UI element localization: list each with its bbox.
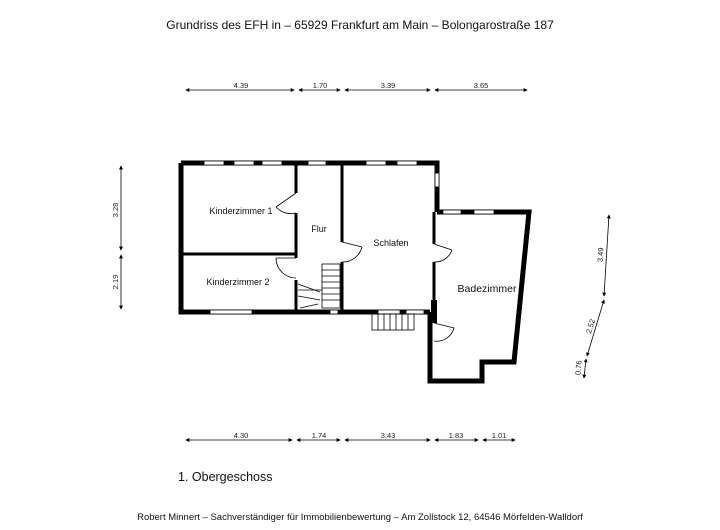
plan-title: Grundriss des EFH in – 65929 Frankfurt am Main – Bolongarostraße 187: [166, 18, 554, 32]
dim-right-3: 0.76: [573, 360, 584, 376]
dim-top-3: 3.39: [380, 81, 396, 90]
walls: [181, 163, 529, 381]
dim-bottom-3: 3.43: [380, 431, 396, 440]
dim-bottom-2: 1.74: [311, 431, 327, 440]
dim-bottom-1: 4.30: [233, 431, 249, 440]
exterior-steps: [372, 314, 414, 330]
dim-right-1: 3.49: [595, 247, 606, 263]
dim-left-2: 2.19: [111, 274, 120, 290]
dim-top-1: 4.39: [233, 81, 249, 90]
room-label-schlafen: Schlafen: [373, 238, 409, 248]
floor-label: 1. Obergeschoss: [178, 470, 273, 484]
room-label-flur: Flur: [311, 224, 327, 234]
dim-left-1: 3.28: [111, 202, 120, 218]
footer-credit: Robert Minnert – Sachverständiger für Immobilienbewertung – Am Zollstock 12, 64546 Mörfelden-Walldorf: [137, 512, 583, 523]
staircase: [298, 264, 340, 308]
dimension-line-right: [584, 215, 609, 378]
windows: [204, 161, 494, 314]
dim-right-2: 2.52: [584, 317, 598, 335]
dim-top-4: 3.65: [473, 81, 489, 90]
room-label-badezimmer: Badezimmer: [457, 283, 517, 295]
dim-top-2: 1.70: [312, 81, 328, 90]
room-label-kinderzimmer-2: Kinderzimmer 2: [206, 277, 270, 287]
dim-bottom-4: 1.83: [448, 431, 464, 440]
room-label-kinderzimmer-1: Kinderzimmer 1: [209, 206, 273, 216]
doors: [276, 193, 454, 341]
dim-bottom-5: 1.01: [491, 431, 507, 440]
